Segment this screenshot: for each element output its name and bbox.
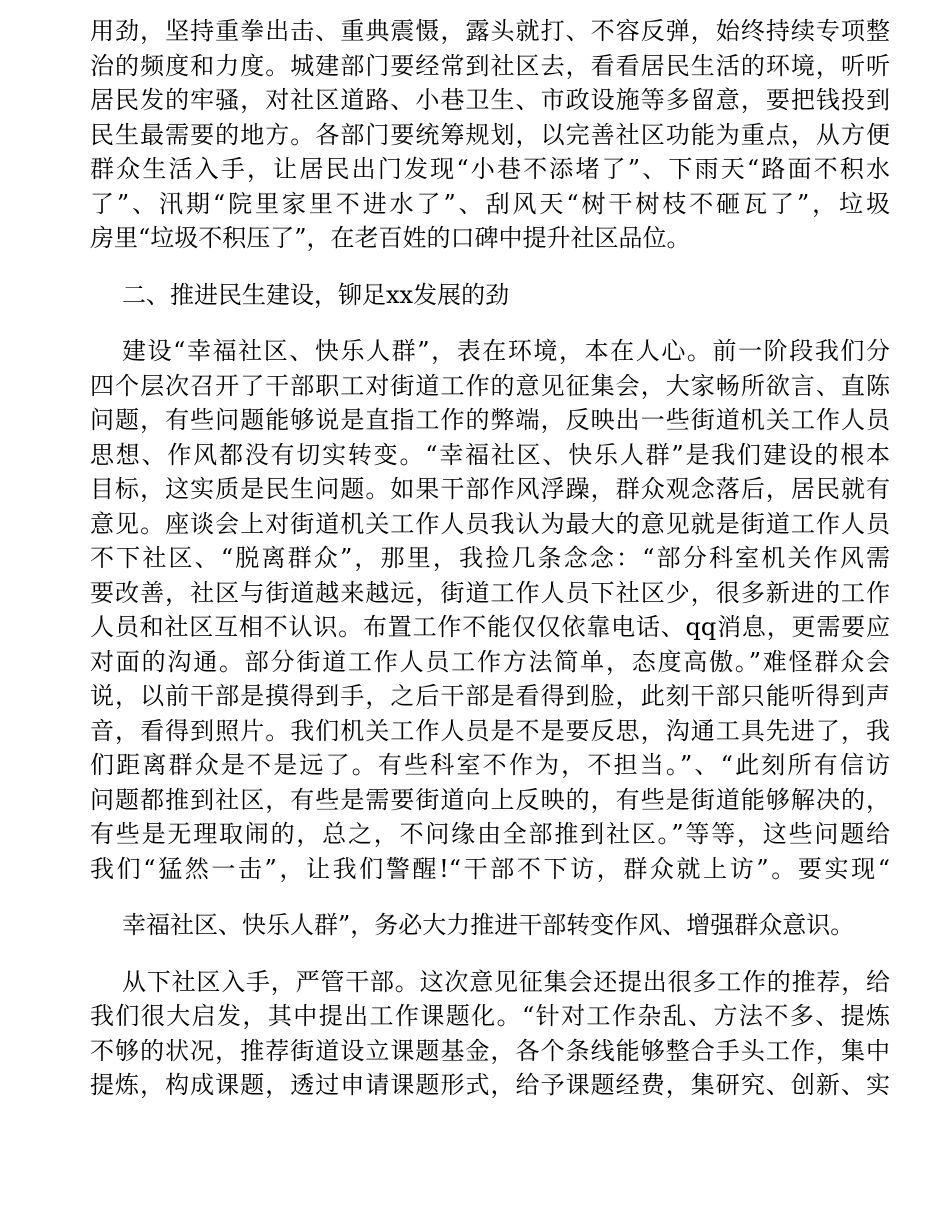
text-line: 幸福社区、快乐人群”，务必大力推进干部转变作风、增强群众意识。 xyxy=(122,911,855,939)
text-line: 提炼，构成课题，透过申请课题形式，给予课题经费，集研究、创新、实 xyxy=(90,1071,890,1099)
text-line: 不下社区、“脱离群众”，那里，我捡几条念念：“部分科室机关作风需 xyxy=(90,544,890,572)
text-line: 房里“垃圾不积压了”，在老百姓的口碑中提升社区品位。 xyxy=(90,224,691,252)
text-line: 建设“幸福社区、快乐人群”，表在环境，本在人心。前一阶段我们分 xyxy=(122,337,890,365)
text-line: 居民发的牢骚，对社区道路、小巷卫生、市政设施等多留意，要把钱投到 xyxy=(90,86,890,114)
text-line: 问题，有些问题能够说是直指工作的弊端，反映出一些街道机关工作人员 xyxy=(90,406,890,434)
text-line: 治的频度和力度。城建部门要经常到社区去，看看居民生活的环境，听听 xyxy=(90,51,890,80)
text-line: 音，看得到照片。我们机关工作人员是不是要反思，沟通工具先进了，我 xyxy=(90,716,890,745)
text-line: 民生最需要的地方。各部门要统筹规划，以完善社区功能为重点，从方便 xyxy=(90,120,890,149)
text-line: 人员和社区互相不认识。布置工作不能仅仅依靠电话、qq消息，更需要应 xyxy=(90,613,890,641)
text-line: 意见。座谈会上对街道机关工作人员我认为最大的意见就是街道工作人员 xyxy=(90,509,890,538)
paragraph-3 xyxy=(90,908,890,943)
text-line: 我们“猛然一击”，让我们警醒!“干部不下访，群众就上访”。要实现“ xyxy=(90,854,890,883)
text-line: 用劲，坚持重拳出击、重典震慑，露头就打、不容反弹，始终持续专项整 xyxy=(90,17,890,45)
heading-text: 二、推进民生建设，铆足xx发展的劲 xyxy=(122,280,510,309)
text-line: 我们很大启发，其中提出工作课题化。“针对工作杂乱、方法不多、提炼 xyxy=(90,1002,890,1030)
text-line: 从下社区入手，严管干部。这次意见征集会还提出很多工作的推荐，给 xyxy=(122,967,890,996)
text-line: 说，以前干部是摸得到手，之后干部是看得到脸，此刻干部只能听得到声 xyxy=(90,682,890,710)
section-heading xyxy=(90,278,890,313)
text-line: 们距离群众是不是远了。有些科室不作为，不担当。”、“此刻所有信访 xyxy=(90,751,890,779)
text-line: 对面的沟通。部分街道工作人员工作方法简单，态度高傲。”难怪群众会 xyxy=(90,647,890,676)
document-page xyxy=(90,14,890,1103)
text-line: 群众生活入手，让居民出门发现“小巷不添堵了”、下雨天“路面不积水 xyxy=(90,155,890,183)
text-line: 四个层次召开了干部职工对街道工作的意见征集会，大家畅所欲言、直陈 xyxy=(90,371,890,400)
text-line: 目标，这实质是民生问题。如果干部作风浮躁，群众观念落后，居民就有 xyxy=(90,475,890,503)
text-line: 有些是无理取闹的，总之，不问缘由全部推到社区。”等等，这些问题给 xyxy=(90,820,890,848)
text-line: 了”、汛期“院里家里不进水了”、刮风天“树干树枝不砸瓦了”，垃圾 xyxy=(90,189,890,218)
text-line: 思想、作风都没有切实转变。“幸福社区、快乐人群”是我们建设的根本 xyxy=(90,440,890,469)
text-line: 不够的状况，推荐街道设立课题基金，各个条线能够整合手头工作，集中 xyxy=(90,1036,890,1065)
paragraph-1 xyxy=(90,14,890,256)
text-line: 问题都推到社区，有些是需要街道向上反映的，有些是街道能够解决的， xyxy=(90,785,890,814)
text-line: 要改善，社区与街道越来越远，街道工作人员下社区少，很多新进的工作 xyxy=(90,578,890,607)
paragraph-4 xyxy=(90,965,890,1103)
paragraph-2 xyxy=(90,334,890,886)
